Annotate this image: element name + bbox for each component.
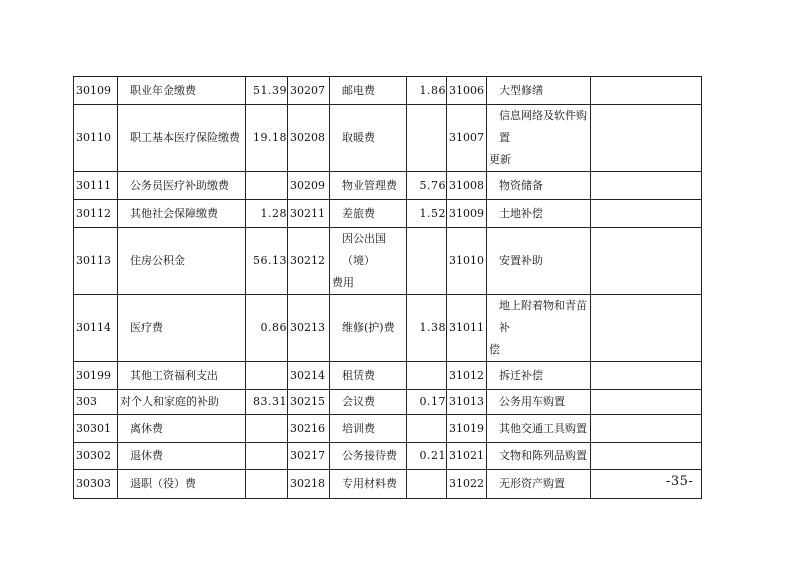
amount-cell: 0.21 bbox=[407, 443, 447, 470]
amount-cell bbox=[246, 470, 288, 499]
code-cell: 30212 bbox=[288, 228, 330, 295]
name-cell: 职业年金缴费 bbox=[118, 77, 246, 105]
table-row bbox=[74, 200, 702, 228]
name-cell: 会议费 bbox=[330, 390, 407, 415]
code-cell: 31019 bbox=[447, 415, 487, 443]
code-cell: 31013 bbox=[447, 390, 487, 415]
name-cell: 拆迁补偿 bbox=[487, 362, 591, 390]
name-cell: 公务用车购置 bbox=[487, 390, 591, 415]
amount-cell bbox=[407, 470, 447, 499]
name-cell: 对个人和家庭的补助 bbox=[118, 390, 246, 415]
name-cell: 退职（役）费 bbox=[118, 470, 246, 499]
table-row bbox=[74, 415, 702, 443]
budget-table bbox=[73, 76, 702, 499]
name-line-1: 信息网络及软件购置 bbox=[499, 109, 587, 144]
code-cell: 30114 bbox=[74, 295, 118, 362]
name-cell: 文物和陈列品购置 bbox=[487, 443, 591, 470]
amount-cell bbox=[591, 77, 702, 105]
code-cell: 30111 bbox=[74, 172, 118, 200]
amount-cell: 1.86 bbox=[407, 77, 447, 105]
amount-cell: 19.18 bbox=[246, 105, 288, 172]
amount-cell: 1.28 bbox=[246, 200, 288, 228]
name-line-2: 更新 bbox=[489, 153, 511, 166]
amount-cell bbox=[591, 390, 702, 415]
amount-cell bbox=[591, 443, 702, 470]
amount-cell: 0.17 bbox=[407, 390, 447, 415]
code-cell: 31008 bbox=[447, 172, 487, 200]
name-cell-wrapped bbox=[487, 105, 591, 172]
code-cell: 31011 bbox=[447, 295, 487, 362]
amount-cell bbox=[591, 295, 702, 362]
table-row bbox=[74, 228, 702, 295]
code-cell: 30113 bbox=[74, 228, 118, 295]
table-row bbox=[74, 362, 702, 390]
name-cell: 大型修缮 bbox=[487, 77, 591, 105]
name-cell: 差旅费 bbox=[330, 200, 407, 228]
amount-cell bbox=[407, 415, 447, 443]
name-line-1: 地上附着物和青苗补 bbox=[499, 299, 587, 334]
code-cell: 31009 bbox=[447, 200, 487, 228]
name-cell: 公务员医疗补助缴费 bbox=[118, 172, 246, 200]
table-row bbox=[74, 105, 702, 172]
amount-cell bbox=[246, 415, 288, 443]
name-cell: 离休费 bbox=[118, 415, 246, 443]
name-cell: 维修(护)费 bbox=[330, 295, 407, 362]
code-cell: 30208 bbox=[288, 105, 330, 172]
code-cell: 30216 bbox=[288, 415, 330, 443]
code-cell: 30303 bbox=[74, 470, 118, 499]
name-cell: 培训费 bbox=[330, 415, 407, 443]
code-cell: 30214 bbox=[288, 362, 330, 390]
name-line-1: 因公出国（境） bbox=[342, 232, 386, 267]
amount-cell: 5.76 bbox=[407, 172, 447, 200]
code-cell: 30302 bbox=[74, 443, 118, 470]
name-cell: 职工基本医疗保险缴费 bbox=[118, 105, 246, 172]
table-row bbox=[74, 77, 702, 105]
amount-cell: 1.38 bbox=[407, 295, 447, 362]
code-cell: 31006 bbox=[447, 77, 487, 105]
code-cell: 30213 bbox=[288, 295, 330, 362]
name-cell-wrapped bbox=[330, 228, 407, 295]
amount-cell bbox=[246, 443, 288, 470]
amount-cell: 56.13 bbox=[246, 228, 288, 295]
code-cell: 31022 bbox=[447, 470, 487, 499]
code-cell: 30215 bbox=[288, 390, 330, 415]
name-cell: 退休费 bbox=[118, 443, 246, 470]
name-cell: 物资储备 bbox=[487, 172, 591, 200]
amount-cell bbox=[407, 362, 447, 390]
amount-cell bbox=[591, 172, 702, 200]
code-cell: 31021 bbox=[447, 443, 487, 470]
name-line-2: 偿 bbox=[489, 343, 500, 356]
amount-cell bbox=[407, 228, 447, 295]
table-row bbox=[74, 172, 702, 200]
name-line-2: 费用 bbox=[332, 276, 354, 289]
code-cell: 30112 bbox=[74, 200, 118, 228]
table-row bbox=[74, 443, 702, 470]
name-cell: 住房公积金 bbox=[118, 228, 246, 295]
amount-cell bbox=[591, 228, 702, 295]
amount-cell: 0.86 bbox=[246, 295, 288, 362]
table-row bbox=[74, 295, 702, 362]
amount-cell bbox=[246, 172, 288, 200]
name-cell: 安置补助 bbox=[487, 228, 591, 295]
page-number: -35- bbox=[666, 474, 694, 489]
code-cell: 303 bbox=[74, 390, 118, 415]
name-cell-wrapped bbox=[487, 295, 591, 362]
table-row bbox=[74, 390, 702, 415]
name-cell: 医疗费 bbox=[118, 295, 246, 362]
name-cell: 其他工资福利支出 bbox=[118, 362, 246, 390]
code-cell: 30209 bbox=[288, 172, 330, 200]
amount-cell bbox=[407, 105, 447, 172]
code-cell: 30211 bbox=[288, 200, 330, 228]
code-cell: 31010 bbox=[447, 228, 487, 295]
name-cell: 邮电费 bbox=[330, 77, 407, 105]
code-cell: 30217 bbox=[288, 443, 330, 470]
name-cell: 专用材料费 bbox=[330, 470, 407, 499]
table-row bbox=[74, 470, 702, 499]
name-cell: 物业管理费 bbox=[330, 172, 407, 200]
name-cell: 土地补偿 bbox=[487, 200, 591, 228]
amount-cell: 83.31 bbox=[246, 390, 288, 415]
code-cell: 30207 bbox=[288, 77, 330, 105]
amount-cell: 51.39 bbox=[246, 77, 288, 105]
name-cell: 取暖费 bbox=[330, 105, 407, 172]
code-cell: 30218 bbox=[288, 470, 330, 499]
amount-cell bbox=[246, 362, 288, 390]
name-cell: 公务接待费 bbox=[330, 443, 407, 470]
name-cell: 其他交通工具购置 bbox=[487, 415, 591, 443]
amount-cell bbox=[591, 362, 702, 390]
name-cell: 租赁费 bbox=[330, 362, 407, 390]
amount-cell bbox=[591, 415, 702, 443]
code-cell: 30199 bbox=[74, 362, 118, 390]
amount-cell: 1.52 bbox=[407, 200, 447, 228]
code-cell: 30110 bbox=[74, 105, 118, 172]
code-cell: 30301 bbox=[74, 415, 118, 443]
code-cell: 30109 bbox=[74, 77, 118, 105]
amount-cell bbox=[591, 105, 702, 172]
name-cell: 无形资产购置 bbox=[487, 470, 591, 499]
code-cell: 31007 bbox=[447, 105, 487, 172]
code-cell: 31012 bbox=[447, 362, 487, 390]
name-cell: 其他社会保障缴费 bbox=[118, 200, 246, 228]
amount-cell bbox=[591, 200, 702, 228]
